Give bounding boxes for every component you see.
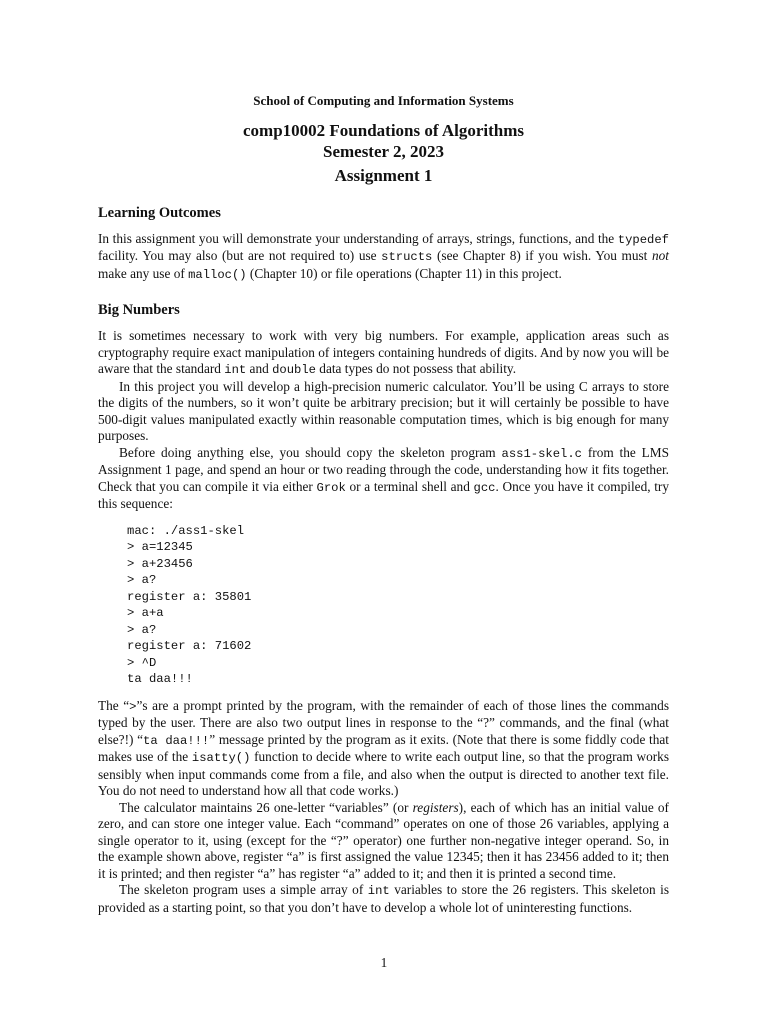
big-numbers-paragraph-5: The calculator maintains 26 one-letter “variables” (or registers), each of which has an initial value of zero, and can store one integer value. Each “command” operates on one of those 26 variables, applying a single operator to it, using (except for the “?” operator) one further non-negative integer operand. So, in the example shown above, register “a” is first assigned the value 12345; then it has 23456 added to it; then it is printed; and then register “a” has register “a” added to it; and then it is printed a second time. bbox=[98, 799, 669, 881]
big-numbers-paragraph-3: Before doing anything else, you should copy the skeleton program ass1-skel.c from the LMS Assignment 1 page, and spend an hour or two reading through the code, understanding how it fits together. Check that you can compile it via either Grok or a terminal shell and gcc. Once you have it compiled, try this sequence: bbox=[98, 444, 669, 511]
course-title: comp10002 Foundations of Algorithms bbox=[243, 120, 524, 140]
big-numbers-paragraph-1: It is sometimes necessary to work with very big numbers. For example, application areas such as cryptography require exact manipulation of integers containing hundreds of digits. And by now you will be aware that the standard int and double data types do not possess that ability. bbox=[98, 328, 669, 377]
big-numbers-heading: Big Numbers bbox=[98, 302, 180, 318]
big-numbers-paragraph-2: In this project you will develop a high-precision numeric calculator. You’ll be using C arrays to store the digits of the numbers, so it won’t quite be arbitrary precision; but it will certainly be possible to have 500-digit values manipulated exactly within reasonable computation times, which is big enough for many purposes. bbox=[98, 378, 669, 443]
learning-outcomes-heading: Learning Outcomes bbox=[98, 204, 221, 221]
document-page bbox=[98, 93, 669, 916]
big-numbers-paragraph-4: The “>”s are a prompt printed by the program, with the remainder of each of those lines the commands typed by the user. There are also two output lines in response to the “?” commands, and the final (what else?!) “ta daa!!!” message printed by the program as it exits. (Note that there is some fiddly code that makes use of the isatty() function to decide where to write each output line, so that the program works sensibly when input commands come from a file, and also when the output is directed to another text file. You do not need to understand how all that code works.) bbox=[98, 697, 670, 798]
big-numbers-paragraph-6: The skeleton program uses a simple array of int variables to store the 26 registers. This skeleton is provided as a starting point, so that you don’t have to develop a whole lot of uninteresting functions. bbox=[98, 882, 669, 915]
school-name: School of Computing and Information Systems bbox=[253, 93, 514, 108]
semester-title: Semester 2, 2023 bbox=[322, 141, 445, 161]
example-session-code: mac: ./ass1-skel > a=12345 > a+23456 > a? register a: 35801 > a+a > a? register a: 71602 > ^D ta daa!!! bbox=[127, 523, 252, 686]
learning-outcomes-paragraph: In this assignment you will demonstrate your understanding of arrays, strings, functions, and the typedef facility. You may also (but are not required to) use structs (see Chapter 8) if you wish. You must not make any use of malloc() (Chapter 10) or file operations (Chapter 11) in this project. bbox=[98, 230, 669, 282]
page-number: 1 bbox=[380, 955, 388, 970]
assignment-title: Assignment 1 bbox=[334, 165, 433, 185]
